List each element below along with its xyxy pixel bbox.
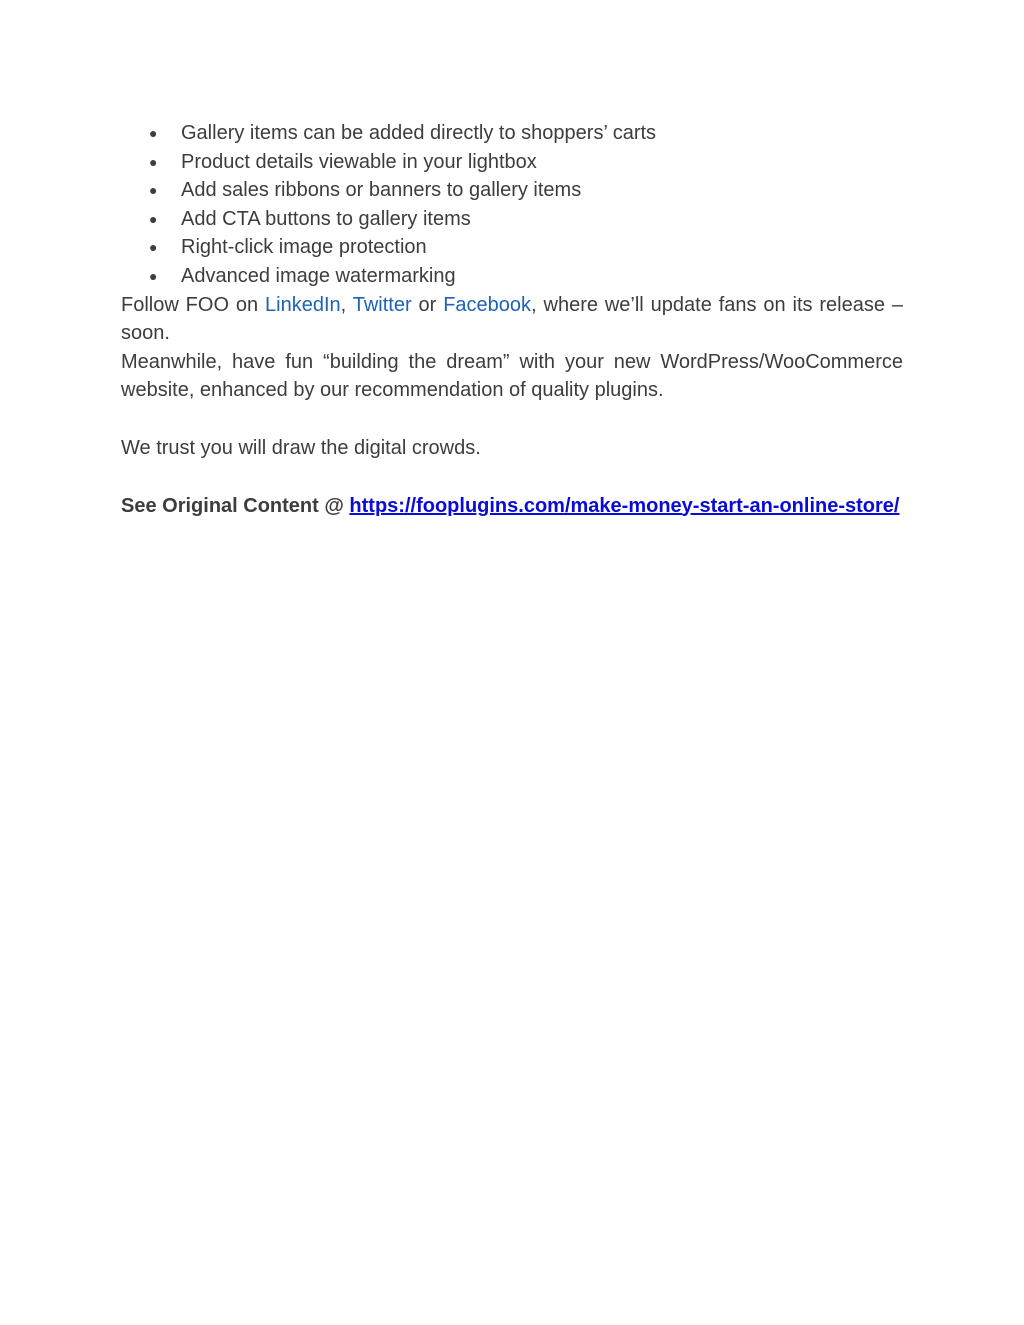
bullet-icon: ● <box>149 125 158 141</box>
document-body <box>121 119 903 520</box>
feature-list <box>121 119 903 291</box>
list-item: ● Add CTA buttons to gallery items <box>121 205 903 234</box>
list-item: ● Gallery items can be added directly to shoppers’ carts <box>121 119 903 148</box>
bullet-icon: ● <box>149 239 158 256</box>
bullet-icon: ● <box>149 153 158 170</box>
bullet-icon: ● <box>149 210 158 227</box>
source-label: See Original Content @ <box>121 494 350 517</box>
source-paragraph <box>121 492 903 521</box>
follow-paragraph: Follow FOO on LinkedIn, Twitter or Facebook, where we’ll update fans on its release – soon. <box>121 293 903 345</box>
list-item: ● Advanced image watermarking <box>121 262 903 291</box>
spacer <box>121 405 903 434</box>
meanwhile-paragraph: Meanwhile, have fun “building the dream” with your new WordPress/WooCommerce website, enhanced by our recommendation of quality plugins. <box>121 350 903 402</box>
list-item: ● Right-click image protection <box>121 233 903 262</box>
twitter-link[interactable]: Twitter <box>352 293 412 316</box>
facebook-link[interactable]: Facebook <box>443 293 532 316</box>
list-item: ● Add sales ribbons or banners to gallery items <box>121 176 903 205</box>
trust-paragraph: We trust you will draw the digital crowds. <box>121 436 481 459</box>
bullet-icon: ● <box>149 182 158 199</box>
list-item: ● Product details viewable in your lightbox <box>121 148 903 177</box>
bullet-icon: ● <box>149 267 158 284</box>
source-link[interactable]: https://fooplugins.com/make-money-start-an-online-store/ <box>349 494 900 517</box>
linkedin-link[interactable]: LinkedIn <box>265 293 341 316</box>
spacer <box>121 463 903 492</box>
